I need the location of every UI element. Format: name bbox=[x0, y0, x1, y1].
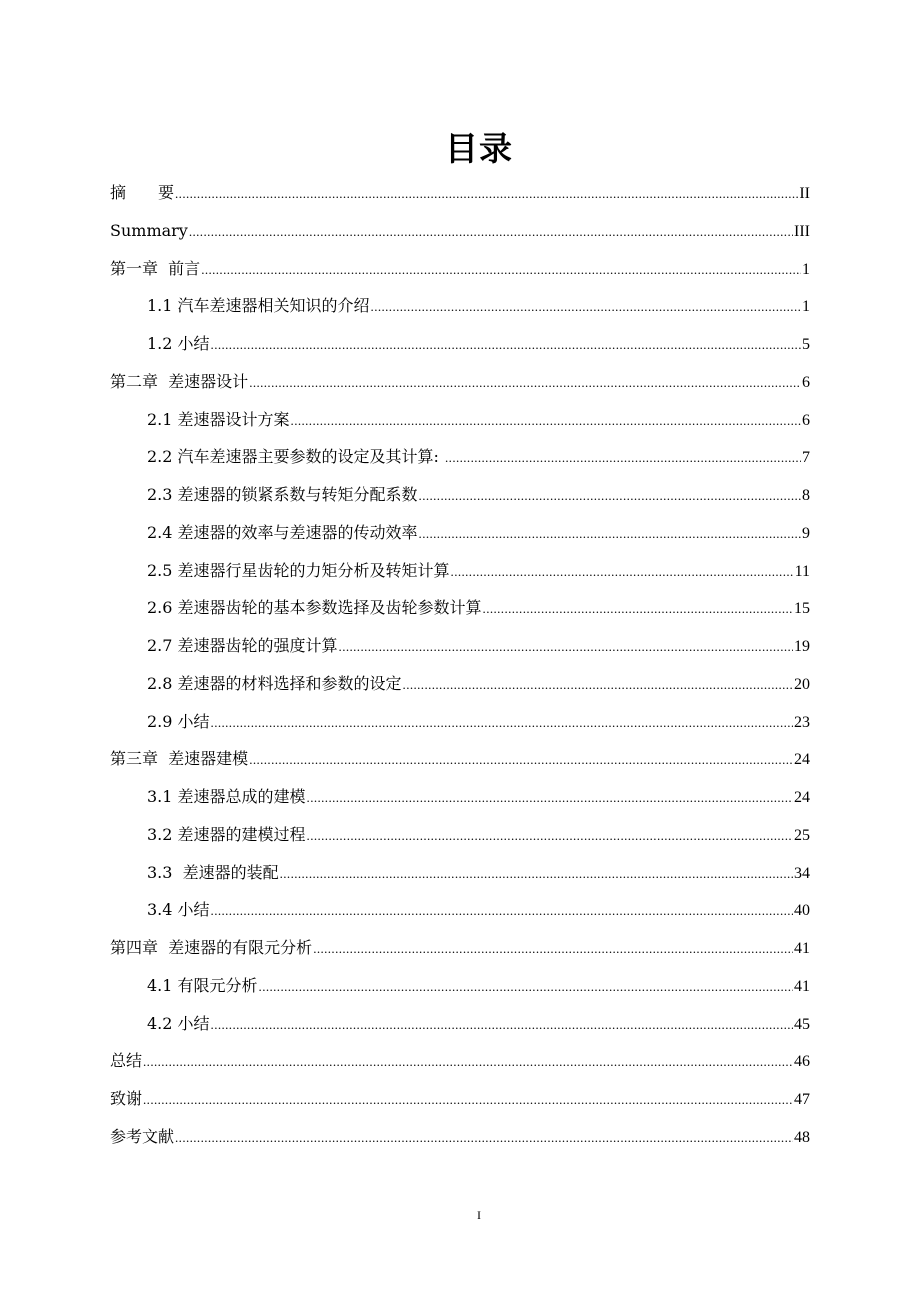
toc-entry-page: 6 bbox=[802, 373, 810, 391]
toc-entry-page: 41 bbox=[794, 940, 810, 957]
toc-entry-page: 11 bbox=[794, 562, 810, 580]
toc-entry-page: 1 bbox=[802, 298, 810, 316]
toc-entry[interactable] bbox=[110, 287, 810, 325]
toc-entry[interactable] bbox=[110, 589, 810, 627]
toc-entry[interactable] bbox=[110, 778, 810, 816]
toc-entry-page: 20 bbox=[794, 675, 810, 693]
toc-dot-leader bbox=[175, 175, 798, 212]
toc-dot-leader bbox=[211, 1006, 793, 1043]
toc-entry-page: 34 bbox=[794, 864, 810, 882]
toc-entry-label: 2.5 差速器行星齿轮的力矩分析及转矩计算 bbox=[147, 560, 450, 580]
toc-entry-page: 7 bbox=[802, 449, 810, 467]
toc-entry[interactable] bbox=[110, 250, 810, 288]
toc-entry-page: 6 bbox=[802, 411, 810, 429]
toc-entry-page: 40 bbox=[794, 902, 810, 920]
toc-entry-label: 3.4 小结 bbox=[147, 900, 210, 920]
toc-entry-label: 2.6 差速器齿轮的基本参数选择及齿轮参数计算 bbox=[147, 598, 482, 618]
toc-entry-page: 25 bbox=[794, 826, 810, 844]
toc-entry-label: 第四章 差速器的有限元分析 bbox=[110, 938, 313, 957]
toc-entry[interactable] bbox=[110, 212, 810, 250]
toc-entry[interactable] bbox=[110, 816, 810, 854]
toc-dot-leader bbox=[175, 1119, 793, 1156]
toc-dot-leader bbox=[280, 855, 793, 892]
toc-entry-label: 2.2 汽车差速器主要参数的设定及其计算: bbox=[147, 447, 445, 467]
toc-dot-leader bbox=[189, 213, 793, 250]
toc-entry[interactable] bbox=[110, 740, 810, 778]
toc-entry-page: 47 bbox=[794, 1091, 810, 1108]
toc-entry[interactable] bbox=[110, 514, 810, 552]
toc-entry-label: 2.1 差速器设计方案 bbox=[147, 409, 290, 429]
table-of-contents bbox=[110, 174, 810, 1156]
toc-entry-label: Summary bbox=[110, 220, 188, 240]
toc-entry-page: 46 bbox=[794, 1053, 810, 1071]
toc-entry-label: 摘 要 bbox=[110, 183, 175, 202]
toc-entry[interactable] bbox=[110, 627, 810, 665]
toc-dot-leader bbox=[403, 666, 793, 703]
toc-dot-leader bbox=[419, 515, 801, 552]
toc-dot-leader bbox=[483, 590, 793, 627]
toc-entry-label: 3.2 差速器的建模过程 bbox=[147, 824, 306, 844]
toc-entry-page: 5 bbox=[802, 336, 810, 353]
toc-entry[interactable] bbox=[110, 552, 810, 590]
toc-entry-label: 第二章 差速器设计 bbox=[110, 371, 249, 391]
toc-entry-page: 48 bbox=[794, 1128, 810, 1146]
toc-entry-label: 1.1 汽车差速器相关知识的介绍 bbox=[147, 296, 370, 316]
toc-entry[interactable] bbox=[110, 854, 810, 892]
toc-entry-page: 19 bbox=[794, 638, 810, 655]
toc-dot-leader bbox=[211, 326, 801, 363]
toc-entry-label: 第一章 前言 bbox=[110, 258, 201, 278]
toc-entry-page: 9 bbox=[802, 524, 810, 542]
toc-dot-leader bbox=[445, 439, 801, 476]
toc-dot-leader bbox=[307, 779, 793, 816]
toc-entry-page: 15 bbox=[794, 600, 810, 618]
toc-dot-leader bbox=[371, 288, 801, 325]
toc-entry-page: 1 bbox=[802, 260, 810, 278]
toc-entry[interactable] bbox=[110, 174, 810, 212]
toc-entry-page: 24 bbox=[794, 789, 810, 806]
toc-entry[interactable] bbox=[110, 1080, 810, 1118]
toc-dot-leader bbox=[313, 930, 793, 967]
toc-dot-leader bbox=[419, 477, 801, 514]
toc-entry-page: II bbox=[799, 185, 810, 202]
toc-entry-label: 4.1 有限元分析 bbox=[147, 975, 258, 995]
toc-entry-label: 1.2 小结 bbox=[147, 334, 210, 353]
toc-entry-label: 2.3 差速器的锁紧系数与转矩分配系数 bbox=[147, 485, 418, 504]
footer-page-number: I bbox=[477, 1208, 481, 1222]
toc-entry[interactable] bbox=[110, 1042, 810, 1080]
toc-entry-label: 第三章 差速器建模 bbox=[110, 749, 249, 769]
toc-entry-page: 8 bbox=[802, 487, 810, 504]
toc-entry-page: 45 bbox=[794, 1015, 810, 1033]
toc-dot-leader bbox=[211, 704, 793, 741]
toc-dot-leader bbox=[339, 628, 793, 665]
toc-entry-page: III bbox=[794, 222, 810, 240]
toc-entry-page: 24 bbox=[794, 751, 810, 769]
toc-entry[interactable] bbox=[110, 929, 810, 967]
toc-entry-label: 2.9 小结 bbox=[147, 711, 210, 731]
toc-entry-page: 23 bbox=[794, 713, 810, 731]
toc-entry[interactable] bbox=[110, 967, 810, 1005]
toc-entry-label: 3.1 差速器总成的建模 bbox=[147, 787, 306, 806]
toc-entry[interactable] bbox=[110, 363, 810, 401]
toc-entry-label: 2.4 差速器的效率与差速器的传动效率 bbox=[147, 522, 418, 542]
toc-entry[interactable] bbox=[110, 1005, 810, 1043]
toc-entry[interactable] bbox=[110, 325, 810, 363]
toc-entry-label: 总结 bbox=[110, 1051, 143, 1071]
toc-dot-leader bbox=[249, 741, 793, 778]
toc-dot-leader bbox=[451, 553, 794, 590]
page-title: 目录 bbox=[445, 129, 513, 168]
toc-entry-label: 2.8 差速器的材料选择和参数的设定 bbox=[147, 673, 402, 693]
toc-dot-leader bbox=[143, 1043, 793, 1080]
toc-dot-leader bbox=[259, 968, 793, 1005]
toc-entry[interactable] bbox=[110, 703, 810, 741]
toc-dot-leader bbox=[307, 817, 793, 854]
toc-entry[interactable] bbox=[110, 1118, 810, 1156]
toc-entry[interactable] bbox=[110, 401, 810, 439]
toc-dot-leader bbox=[201, 251, 801, 288]
toc-entry-label: 4.2 小结 bbox=[147, 1013, 210, 1033]
toc-entry-label: 3.3 差速器的装配 bbox=[147, 862, 279, 882]
toc-entry[interactable] bbox=[110, 665, 810, 703]
toc-entry-label: 致谢 bbox=[110, 1089, 143, 1108]
toc-dot-leader bbox=[143, 1081, 793, 1118]
toc-dot-leader bbox=[211, 892, 793, 929]
toc-entry-page: 41 bbox=[794, 977, 810, 995]
toc-entry-label: 参考文献 bbox=[110, 1126, 175, 1146]
toc-entry[interactable] bbox=[110, 891, 810, 929]
toc-entry[interactable] bbox=[110, 438, 810, 476]
toc-entry[interactable] bbox=[110, 476, 810, 514]
toc-entry-label: 2.7 差速器齿轮的强度计算 bbox=[147, 636, 338, 655]
toc-dot-leader bbox=[249, 364, 801, 401]
toc-dot-leader bbox=[291, 402, 801, 439]
